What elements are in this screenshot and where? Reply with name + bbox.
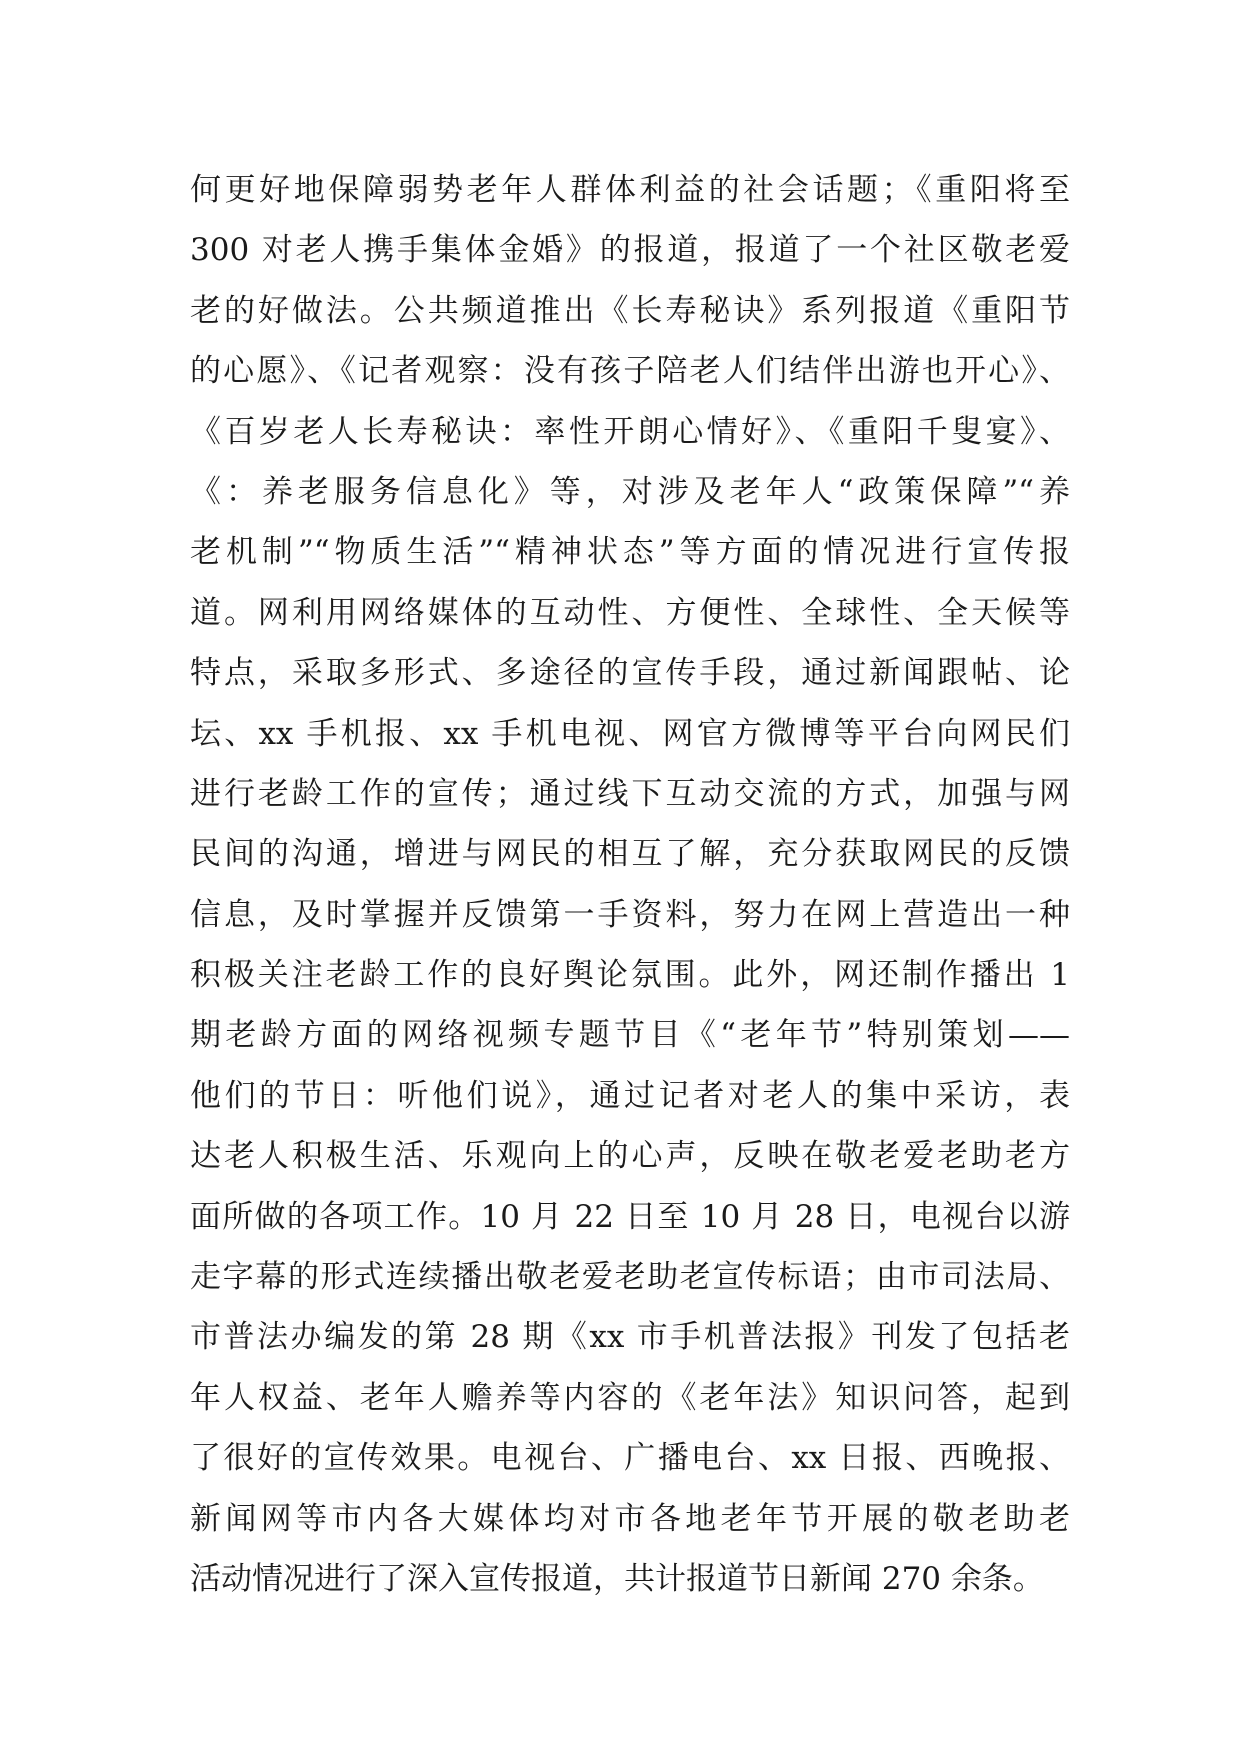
body-paragraph — [190, 160, 1070, 1609]
text-line: 道。网利用网络媒体的互动性、方便性、全球性、全天候等 — [190, 594, 1070, 631]
text-line: 他们的节日：听他们说》，通过记者对老人的集中采访，表 — [190, 1077, 1070, 1114]
text-line: 老的好做法。公共频道推出《长寿秘诀》系列报道《重阳节 — [190, 292, 1070, 329]
text-line: 300 对老人携手集体金婚》的报道，报道了一个社区敬老爱 — [190, 232, 1070, 269]
text-line: 《：养老服务信息化》等，对涉及老年人“政策保障”“养 — [190, 473, 1070, 510]
text-line: 市普法办编发的第 28 期《xx 市手机普法报》刊发了包括老 — [190, 1319, 1070, 1356]
text-line: 了很好的宣传效果。电视台、广播电台、xx 日报、西晚报、 — [190, 1440, 1070, 1477]
text-line: 坛、xx 手机报、xx 手机电视、网官方微博等平台向网民们 — [190, 715, 1070, 752]
text-line: 特点，采取多形式、多途径的宣传手段，通过新闻跟帖、论 — [190, 655, 1070, 692]
text-line: 的心愿》、《记者观察：没有孩子陪老人们结伴出游也开心》、 — [190, 353, 1070, 390]
text-line: 积极关注老龄工作的良好舆论氛围。此外，网还制作播出 1 — [190, 957, 1070, 994]
text-line: 达老人积极生活、乐观向上的心声，反映在敬老爱老助老方 — [190, 1138, 1070, 1175]
text-line: 活动情况进行了深入宣传报道，共计报道节日新闻 270 余条。 — [190, 1560, 1044, 1597]
text-line: 《百岁老人长寿秘诀：率性开朗心情好》、《重阳千叟宴》、 — [190, 413, 1070, 450]
text-line: 老机制”“物质生活”“精神状态”等方面的情况进行宣传报 — [190, 534, 1070, 571]
text-line: 年人权益、老年人赡养等内容的《老年法》知识问答，起到 — [190, 1379, 1070, 1416]
text-line: 信息，及时掌握并反馈第一手资料，努力在网上营造出一种 — [190, 896, 1070, 933]
text-line: 新闻网等市内各大媒体均对市各地老年节开展的敬老助老 — [190, 1500, 1070, 1537]
text-line: 走字幕的形式连续播出敬老爱老助老宣传标语；由市司法局、 — [190, 1259, 1070, 1296]
text-line: 进行老龄工作的宣传；通过线下互动交流的方式，加强与网 — [190, 775, 1070, 812]
text-line: 面所做的各项工作。10 月 22 日至 10 月 28 日，电视台以游 — [190, 1198, 1070, 1235]
text-line: 何更好地保障弱势老年人群体利益的社会话题；《重阳将至 — [190, 172, 1070, 208]
text-line: 期老龄方面的网络视频专题节目《“老年节”特别策划—— — [190, 1017, 1070, 1054]
text-line: 民间的沟通，增进与网民的相互了解，充分获取网民的反馈 — [190, 836, 1070, 873]
